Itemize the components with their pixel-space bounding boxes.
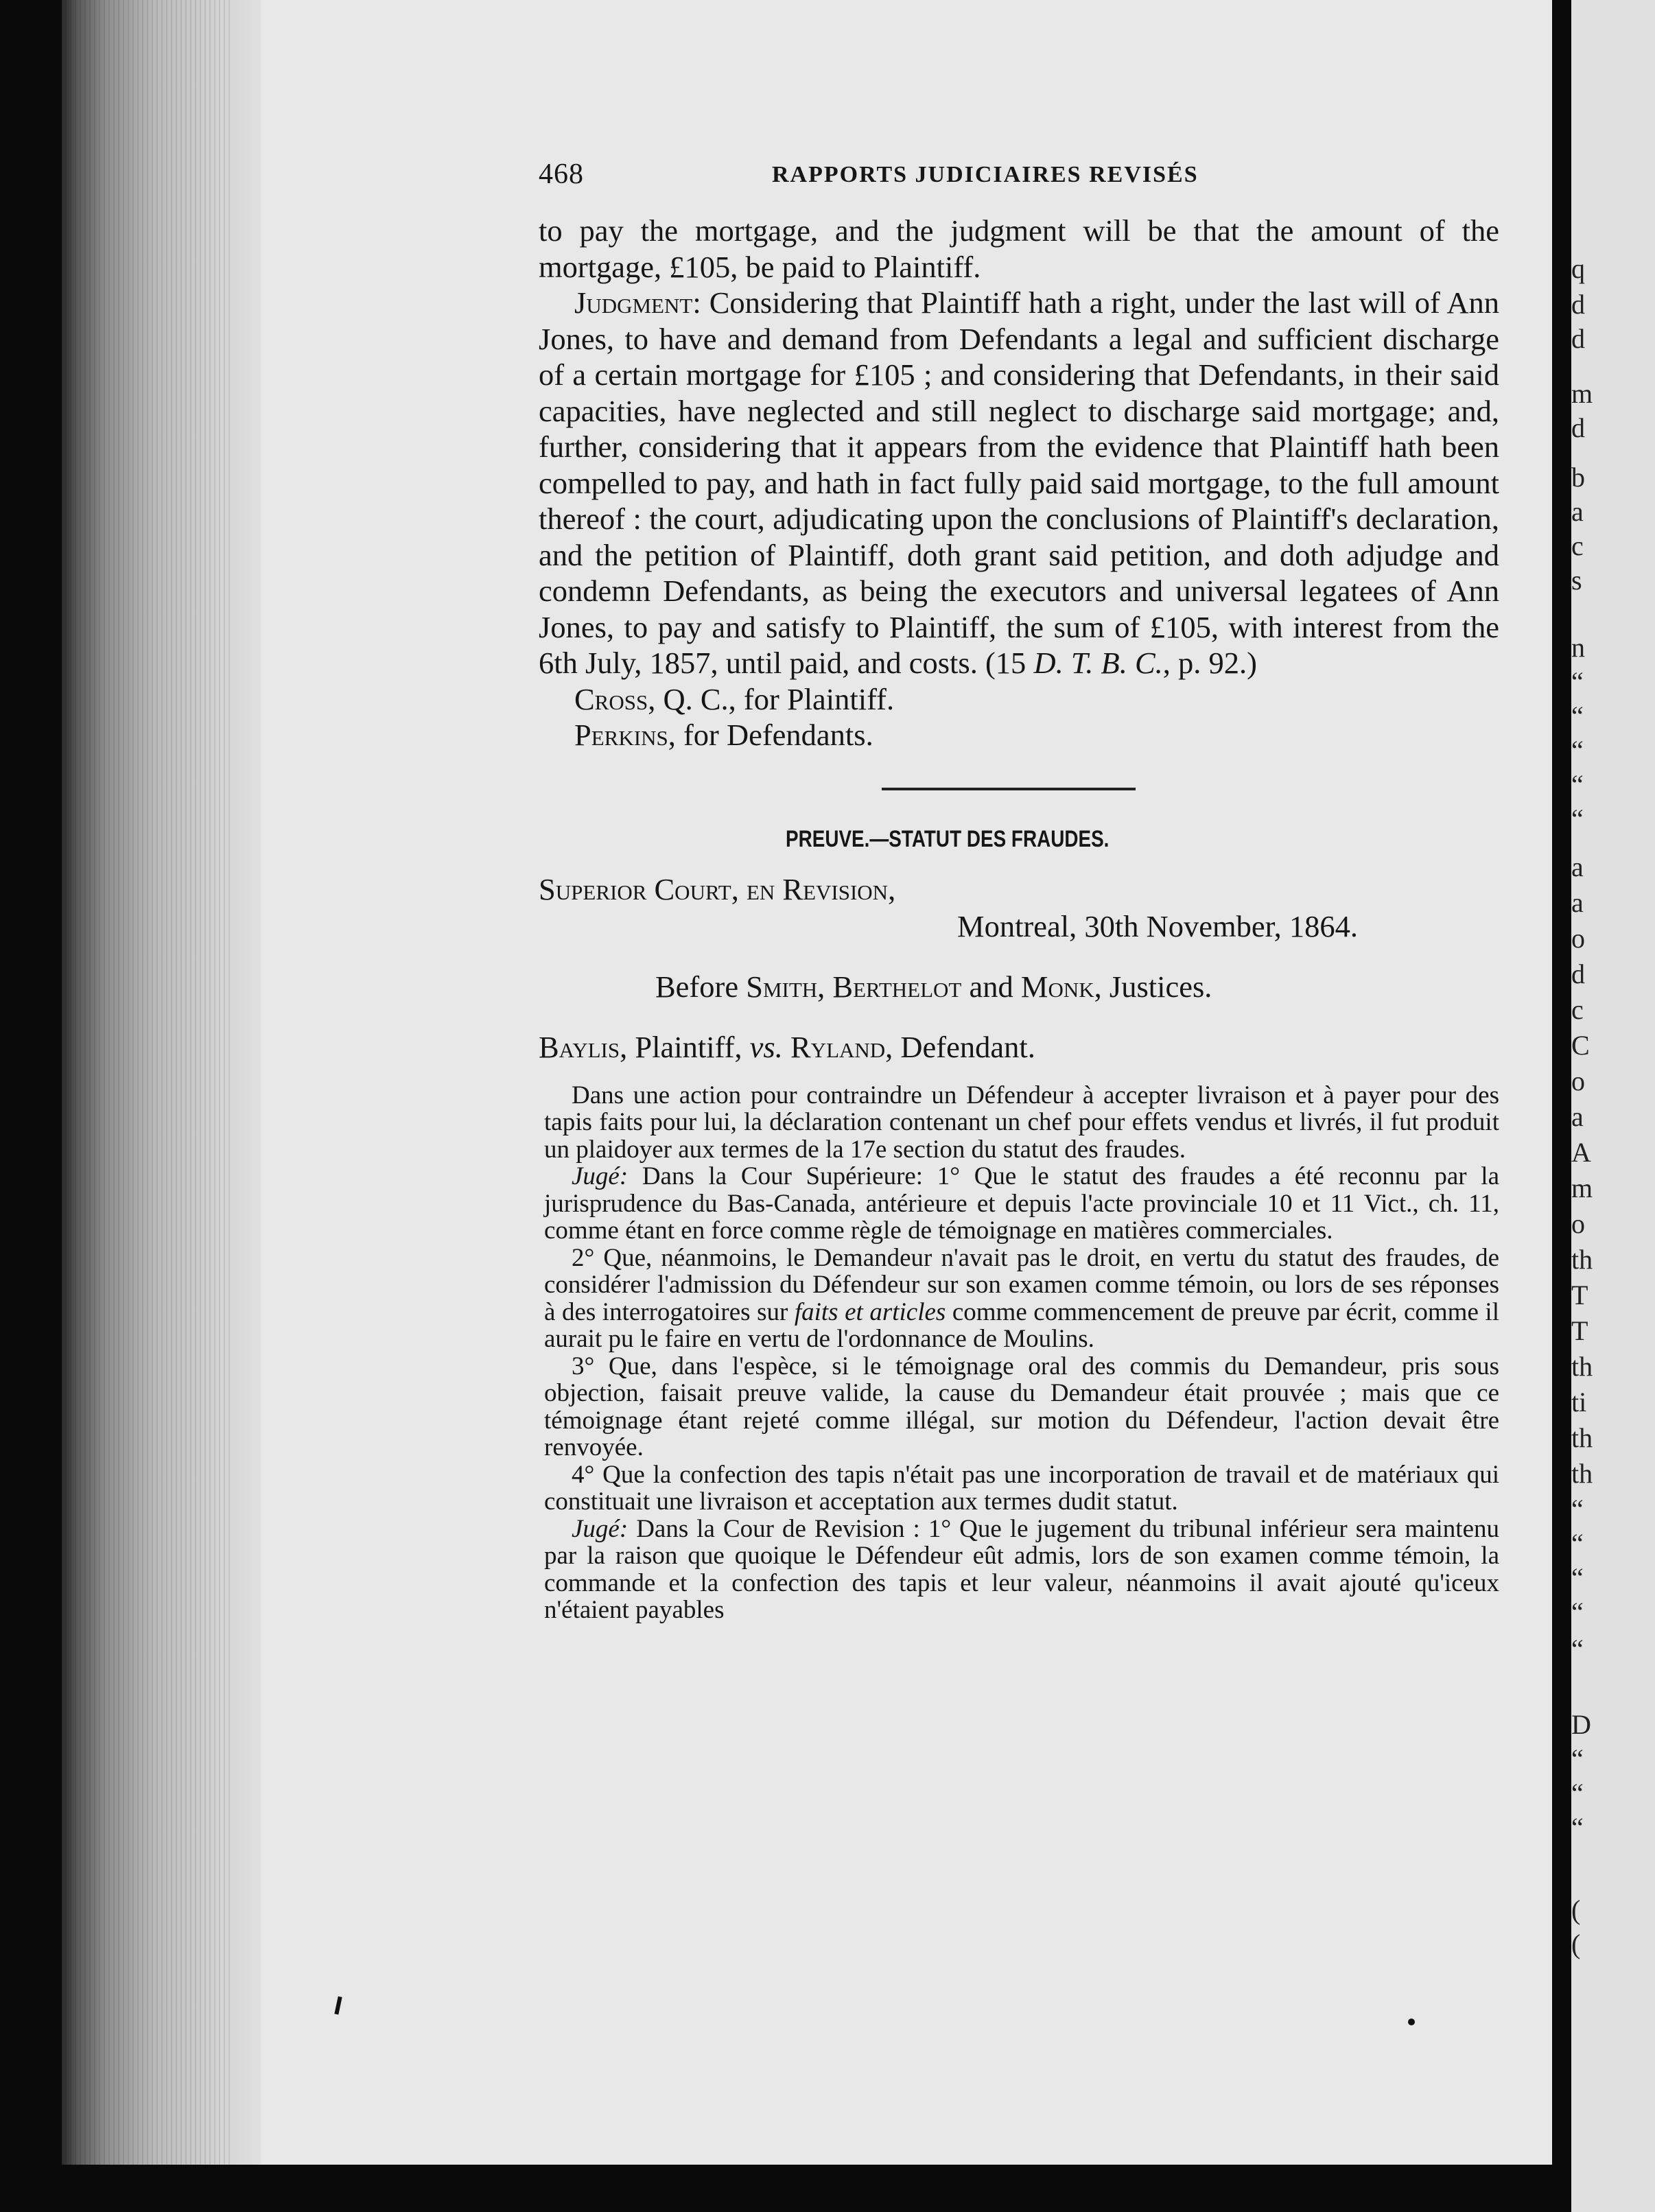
counsel-defendant-name: Perkins — [574, 718, 668, 752]
facing-page-fragment: b — [1571, 462, 1585, 493]
facing-page-fragment: “ — [1571, 1634, 1584, 1664]
facing-page-fragment: ( — [1571, 1929, 1581, 1960]
case-summary — [544, 1082, 1499, 1624]
case-title: PREUVE.—STATUT DES FRAUDES. — [786, 825, 1110, 852]
court-name: Superior Court, en Revision, — [539, 871, 896, 906]
facing-page-fragment: th — [1571, 1244, 1593, 1275]
page-edges-texture — [65, 0, 230, 2212]
before-and: and — [961, 969, 1021, 1004]
facing-page-fragment: m — [1571, 378, 1593, 409]
facing-page-fragment: A — [1571, 1137, 1591, 1168]
facing-page-fragment: d — [1571, 412, 1585, 443]
judgment-label: Judgment — [574, 285, 693, 320]
facing-page-fragment: d — [1571, 289, 1585, 320]
facing-page-fragment: o — [1571, 1066, 1585, 1096]
counsel-defendant — [539, 717, 1499, 753]
juge-label: Jugé: — [572, 1162, 629, 1190]
summary-paragraph-2 — [544, 1163, 1499, 1245]
page-bottom-shadow — [62, 2165, 1552, 2212]
facing-page-fragment: th — [1571, 1422, 1593, 1453]
facing-page-fragment: “ — [1571, 1562, 1584, 1593]
summary-paragraph-5: 4° Que la confection des tapis n'était pas une incorporation de travail et de matériaux qui constituait une livraison et acceptation aux termes dudit statut. — [544, 1460, 1499, 1516]
page-content — [539, 158, 1499, 1624]
facing-page-fragment: “ — [1571, 1494, 1584, 1525]
facing-page-fragment: “ — [1571, 803, 1584, 834]
summary-paragraph-3 — [544, 1245, 1499, 1353]
facing-page-fragment: “ — [1571, 666, 1584, 697]
facing-page-fragment: T — [1571, 1280, 1588, 1310]
before-suffix: , Justices. — [1094, 969, 1212, 1004]
facing-page-fragment: q — [1571, 253, 1585, 284]
citation-end: , p. 92.) — [1162, 646, 1257, 680]
facing-page-fragment: “ — [1571, 1812, 1584, 1843]
facing-page-fragment: “ — [1571, 769, 1584, 800]
facing-page-fragment: a — [1571, 1101, 1584, 1132]
page-header — [539, 158, 1499, 213]
facing-page-fragment: s — [1571, 565, 1582, 596]
facing-page-fragment: ( — [1571, 1894, 1581, 1925]
plaintiff-role: , Plaintiff, — [620, 1029, 750, 1064]
judges-line — [655, 968, 1499, 1005]
summary-paragraph-4: 3° Que, dans l'espèce, si le témoignage oral des commis du Demandeur, pris sous objection, faisait preuve valide, la cause du Demandeur était prouvée ; mais que ce témoignage étant rejeté comme illégal, sur motion du Défendeur, l'action devait être renvoyée. — [544, 1352, 1499, 1461]
before-prefix: Before — [655, 969, 747, 1004]
case-date: Montreal, 30th November, 1864. — [957, 908, 1359, 943]
defendant-role: , Defendant. — [885, 1029, 1035, 1064]
counsel-plaintiff-name: Cross — [574, 681, 648, 716]
facing-page-fragment: “ — [1571, 1528, 1584, 1559]
facing-page-fragment: C — [1571, 1030, 1590, 1061]
paragraph-continuation: to pay the mortgage, and the judgment will be that the amount of the mortgage, £105, be paid to Plaintiff. — [539, 213, 1499, 284]
summary-text: Dans la Cour de Revision : 1° Que le jugement du tribunal inférieur sera maintenu par la raison que quoique le Défendeur eût admis, lors de son examen comme témoin, la commande et la confection des tapis et leur valeur, néanmoins il avait ajouté qu'iceux n'étaient payables — [544, 1514, 1499, 1624]
ink-speck — [1408, 2019, 1415, 2025]
facing-page-fragment: D — [1571, 1709, 1591, 1740]
facing-page-fragment: c — [1571, 994, 1584, 1025]
defendant-name: Ryland — [790, 1029, 886, 1064]
previous-case-conclusion — [539, 213, 1499, 753]
facing-page-fragment: c — [1571, 530, 1584, 561]
facing-page-fragment: “ — [1571, 1743, 1584, 1774]
juge-label: Jugé: — [572, 1514, 629, 1543]
counsel-defendant-role: , for Defendants. — [668, 718, 873, 752]
facing-page-fragment: o — [1571, 1208, 1585, 1239]
facing-page-fragment: a — [1571, 851, 1584, 882]
facing-page-fragment: d — [1571, 958, 1585, 989]
space — [783, 1030, 790, 1064]
judgment-paragraph — [539, 285, 1499, 681]
facing-page-fragment: “ — [1571, 1597, 1584, 1627]
counsel-plaintiff — [539, 681, 1499, 718]
facing-page-fragment: th — [1571, 1351, 1593, 1382]
facing-page-fragment: ti — [1571, 1387, 1587, 1417]
versus: vs. — [749, 1029, 783, 1064]
facing-page-fragment: “ — [1571, 735, 1584, 766]
parties-line — [539, 1028, 1499, 1066]
citation-italic: D. T. B. C. — [1033, 646, 1163, 680]
judge-3-name: Monk — [1020, 969, 1094, 1004]
facing-page-fragment: “ — [1571, 701, 1584, 731]
facing-page-fragment: th — [1571, 1458, 1593, 1489]
summary-text: comme commencement de preuve par écrit, comme il aurait pu le faire en vertu de l'ordonnance de Moulins. — [544, 1297, 1499, 1353]
summary-paragraph-1: Dans une action pour contraindre un Défendeur à accepter livraison et à payer pour des tapis faits pour lui, la déclaration contenant un chef pour effets vendus et livrés, il fut produit un plaidoyer aux termes de la 17e section du statut des fraudes. — [544, 1081, 1499, 1164]
facing-page-fragment: n — [1571, 632, 1585, 663]
page-number: 468 — [539, 158, 584, 190]
plaintiff-name: Baylis — [539, 1029, 620, 1064]
summary-text: Dans la Cour Supérieure: 1° Que le statut des fraudes a été reconnu par la jurisprudence du Bas-Canada, antérieure et depuis l'acte provinciale 10 et 11 Vict., ch. 11, comme étant en force comme règle de témoignage en matières commerciales. — [544, 1162, 1499, 1245]
judges-names: Smith, Berthelot — [746, 969, 962, 1004]
facing-page-fragment: m — [1571, 1173, 1593, 1203]
running-head: RAPPORTS JUDICIAIRES REVISÉS — [772, 162, 1199, 187]
facing-page-fragment: a — [1571, 496, 1584, 527]
counsel-plaintiff-role: , Q. C., for Plaintiff. — [648, 681, 895, 716]
summary-italic: faits et articles — [794, 1297, 946, 1326]
facing-page-fragment: d — [1571, 323, 1585, 354]
facing-page-fragment: T — [1571, 1315, 1588, 1346]
summary-paragraph-6 — [544, 1516, 1499, 1624]
facing-page-fragment: a — [1571, 887, 1584, 918]
section-divider — [882, 788, 1136, 790]
judgment-text: : Considering that Plaintiff hath a right, under the last will of Ann Jones, to have and demand from Defendants a legal and sufficient discharge of a certain mortgage for £105 ; and considering that Defendants, in their said capacities, have neglected and still neglect to discharge said mortgage; and, further, considering that it appears from the evidence that Plaintiff hath been compelled to pay, and hath in fact fully paid said mortgage, to the full amount thereof : the court, adjudicating upon the conclusions of Plaintiff's declaration, and the petition of Plaintiff, doth grant said petition, and doth adjudge and condemn Defendants, as being the executors and universal legatees of Ann Jones, to pay and satisfy to Plaintiff, the sum of £105, with interest from the 6th July, 1857, until paid, and costs. (15 — [539, 285, 1499, 680]
facing-page-fragment: o — [1571, 923, 1585, 954]
facing-page-edge — [1571, 0, 1655, 2212]
facing-page-fragment: “ — [1571, 1778, 1584, 1809]
summary-text: 2° Que, néanmoins, le Demandeur n'avait pas le droit, en vertu du statut des fraudes, de considérer l'admission du Défendeur sur son examen comme témoin, ou lors de ses réponses à des interrogatoires sur — [544, 1243, 1499, 1326]
